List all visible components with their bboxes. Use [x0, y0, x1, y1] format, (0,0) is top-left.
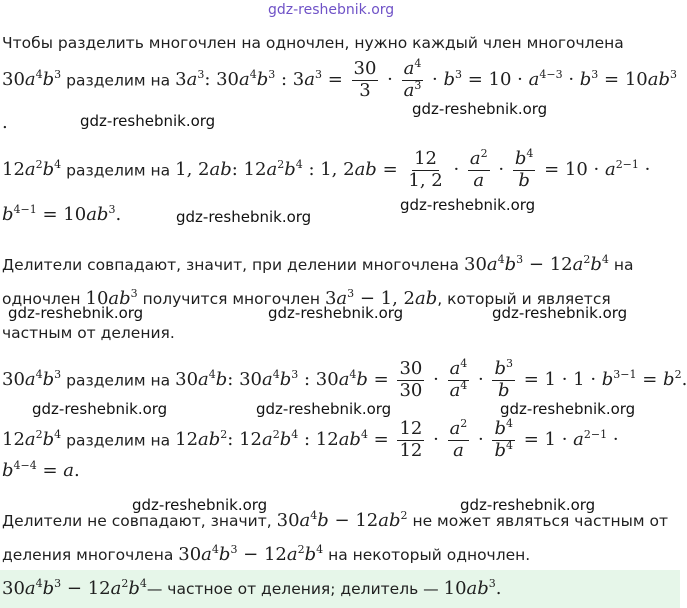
step-1-line: $30a^4b^3$ разделим на $3a^3$: $30a^4b^3$ : $3a^3$ = $\frac{30}{3}$ · $\frac{a^4}{a^3}$ · $b^3 = 10 \cdot a^{4-3} \cdot b^3 = 10ab^3$: [2, 57, 677, 101]
watermark: gdz-reshebnik.org: [176, 208, 312, 226]
watermark: gdz-reshebnik.org: [460, 496, 596, 514]
text-razdelim: разделим на: [66, 71, 171, 90]
watermark-top: gdz-reshebnik.org: [268, 2, 395, 18]
step-4-cont: $b^{4-4} = a$.: [2, 459, 80, 481]
watermark: gdz-reshebnik.org: [492, 304, 628, 322]
conclusion-1-line-2: одночлен $10ab^3$ получится многочлен $3a^3 - 1$, 2ab, который и является: [2, 287, 611, 309]
watermark: gdz-reshebnik.org: [400, 196, 536, 214]
answer-line: $30a^4b^3$ − $12a^2b^4—$ частное от деления; делитель — $10ab^3$.: [2, 577, 502, 599]
watermark: gdz-reshebnik.org: [132, 496, 268, 514]
conclusion-1-line-1: Делители совпадают, значит, при делении многочлена $30a^4b^3 - 12a^2b^4$ на: [2, 253, 634, 275]
watermark: gdz-reshebnik.org: [8, 304, 144, 322]
conclusion-2-line-1: Делители не совпадают, значит, $30a^4b - 12ab^2$ не может являться частным от: [2, 509, 669, 531]
dot-1: .: [2, 112, 8, 133]
text-razdelim-2: разделим на: [66, 161, 171, 180]
watermark: gdz-reshebnik.org: [268, 304, 404, 322]
watermark: gdz-reshebnik.org: [256, 400, 392, 418]
step-4-line: $12a^2b^4$ разделим на $12ab^2$: $12a^2b^4$ : $12ab^4$ = $\frac{12}{12}$ · $\frac{a^2}{a}$ · $\frac{b^4}{b^4}$ = $1 \cdot a^{2-1}$ ·: [2, 417, 619, 461]
step-2-line: $12a^2b^4$ разделим на 1, 2ab: $12a^2b^4$ : 1, 2ab = $\frac{12}{1, 2}$ · $\frac{a^2}{a}$ · $\frac{b^4}{b}$ = $10 \cdot a^{2-1}$ ·: [2, 147, 651, 191]
step-2-cont: $b^{4-1} = 10ab^3$.: [2, 203, 122, 225]
watermark: gdz-reshebnik.org: [80, 112, 216, 130]
step-3-line: $30a^4b^3$ разделим на $30a^4b$: $30a^4b^3$ : $30a^4b$ = $\frac{30}{30}$ · $\frac{a^4}{a^4}$ · $\frac{b^3}{b}$ = $1 \cdot 1 \cdot b^{3-1} = b^2$.: [2, 357, 687, 401]
conclusion-1-line-3: частным от деления.: [2, 324, 175, 342]
conclusion-2-line-2: деления многочлена $30a^4b^3 - 12a^2b^4$ на некоторый одночлен.: [2, 543, 531, 565]
watermark: gdz-reshebnik.org: [412, 100, 548, 118]
watermark: gdz-reshebnik.org: [500, 400, 636, 418]
watermark: gdz-reshebnik.org: [32, 400, 168, 418]
intro-text: Чтобы разделить многочлен на одночлен, нужно каждый член многочлена: [2, 34, 624, 52]
